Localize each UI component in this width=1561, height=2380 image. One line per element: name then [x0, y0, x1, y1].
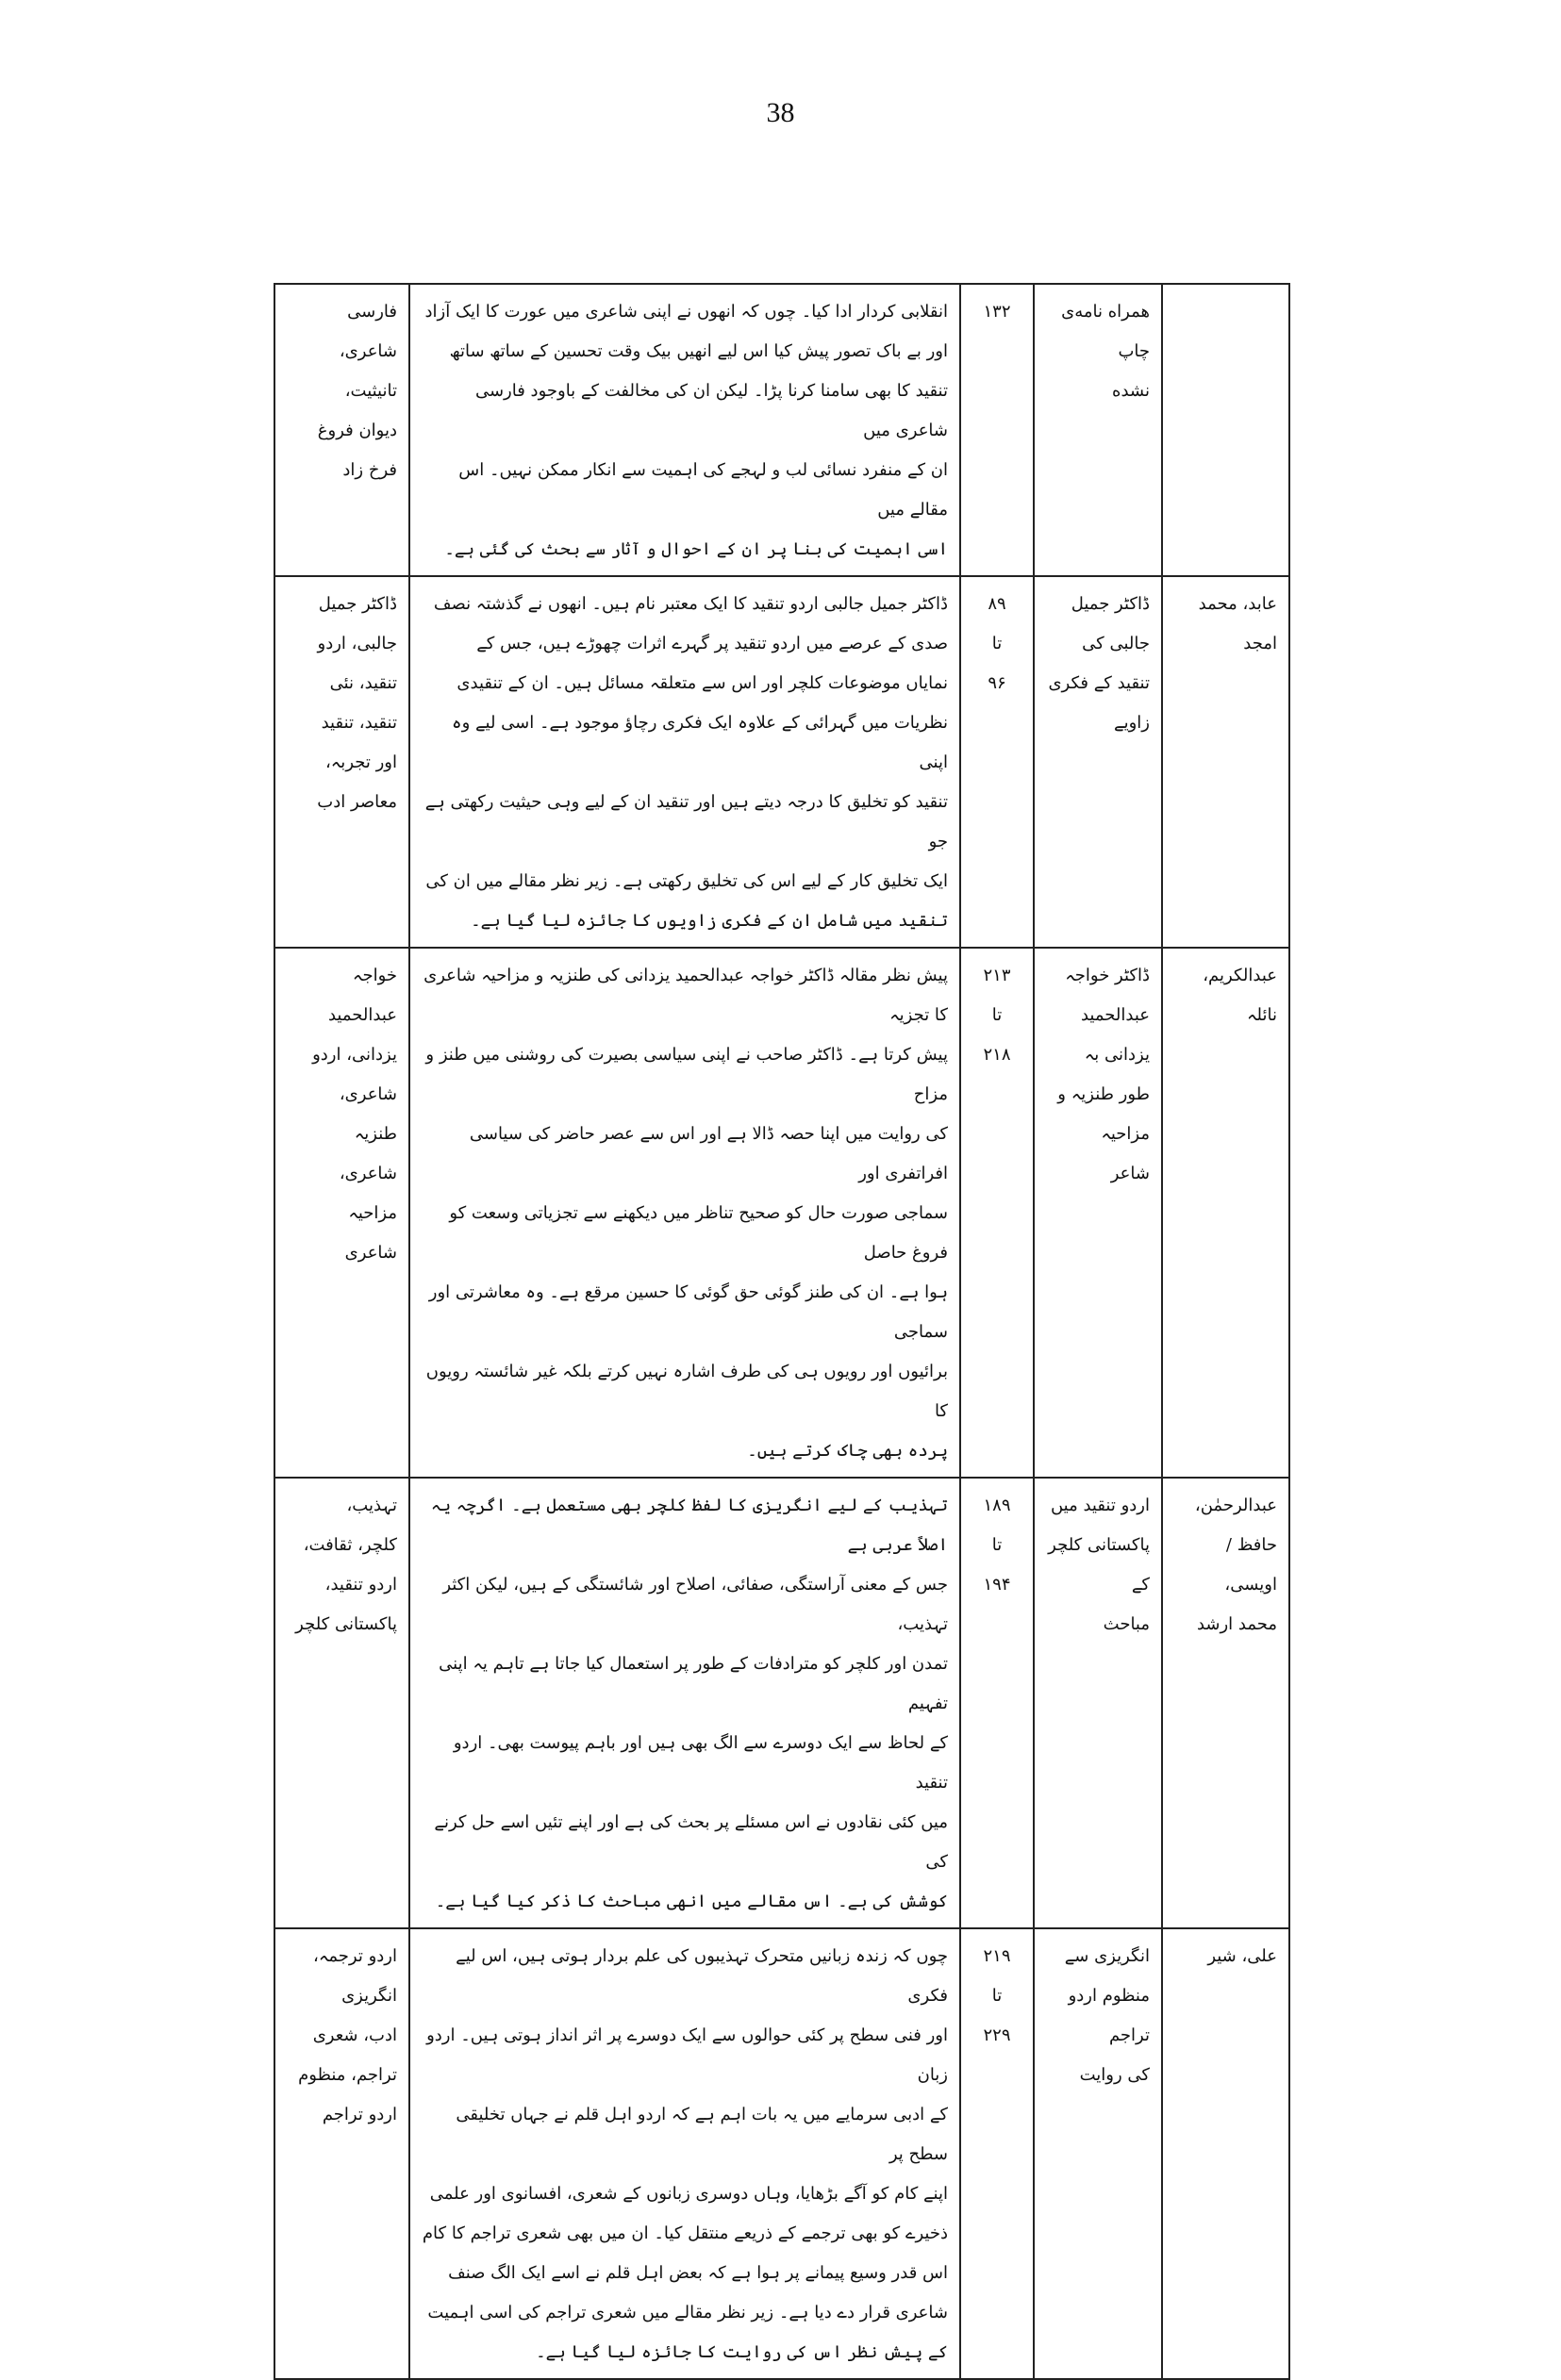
pages-cell: ۸۹ تا ۹۶ — [960, 576, 1034, 948]
pages-cell: ۱۳۲ — [960, 284, 1034, 576]
table-row — [274, 576, 1289, 948]
title-cell: ڈاکٹر خواجہ عبدالحمید یزدانی بہ طور طنزیہ و مزاحیہ شاعر — [1034, 948, 1162, 1478]
table-row — [274, 284, 1289, 576]
keywords-cell: ڈاکٹر جمیل جالبی، اردو تنقید، نئی تنقید، تنقید اور تجربہ، معاصر ادب — [274, 576, 409, 948]
page-number: 38 — [766, 97, 795, 128]
author-cell: عابد، محمد امجد — [1162, 576, 1289, 948]
keywords-cell: اردو ترجمہ، انگریزی ادب، شعری تراجم، منظوم اردو تراجم — [274, 1928, 409, 2379]
abstract-cell: پیش نظر مقالہ ڈاکٹر خواجہ عبدالحمید یزدانی کی طنزیہ و مزاحیہ شاعری کا تجزیہ پیش کرتا ہے۔ ڈاکٹر صاحب نے اپنی سیاسی بصیرت کی روشنی میں طنز و مزاح کی روایت میں اپنا حصہ ڈالا ہے اور اس سے عصر حاضر کی سیاسی افراتفری اور سماجی صورت حال کو صحیح تناظر میں دیکھنے سے تجزیاتی وسعت کو فروغ حاصل ہوا ہے۔ ان کی طنز گوئی حق گوئی کا حسین مرقع ہے۔ وہ معاشرتی اور سماجی برائیوں اور رویوں ہی کی طرف اشارہ نہیں کرتے بلکہ غیر شائستہ رویوں کا پردہ بھی چاک کرتے ہیں۔ — [409, 948, 960, 1478]
pages-cell: ۱۸۹ تا ۱۹۴ — [960, 1478, 1034, 1928]
title-cell: ڈاکٹر جمیل جالبی کی تنقید کے فکری زاویے — [1034, 576, 1162, 948]
table-row — [274, 1928, 1289, 2379]
pages-cell: ۲۱۹ تا ۲۲۹ — [960, 1928, 1034, 2379]
keywords-cell: خواجہ عبدالحمید یزدانی، اردو شاعری، طنزیہ شاعری، مزاحیہ شاعری — [274, 948, 409, 1478]
author-cell: عبدالرحمٰن، حافظ / اویسی، محمد ارشد — [1162, 1478, 1289, 1928]
title-cell: همراه نامه‌ی چاپ نشده — [1034, 284, 1162, 576]
table-row — [274, 1478, 1289, 1928]
article-index-table — [274, 283, 1290, 2380]
abstract-cell: انقلابی کردار ادا کیا۔ چوں کہ انھوں نے اپنی شاعری میں عورت کا ایک آزاد اور بے باک تصور پیش کیا اس لیے انھیں بیک وقت تحسین کے ساتھ ساتھ تنقید کا بھی سامنا کرنا پڑا۔ لیکن ان کی مخالفت کے باوجود فارسی شاعری میں ان کے منفرد نسائی لب و لہجے کی اہمیت سے انکار ممکن نہیں۔ اس مقالے میں اسی اہمیت کی بنا پر ان کے احوال و آثار سے بحث کی گئی ہے۔ — [409, 284, 960, 576]
title-cell: اردو تنقید میں پاکستانی کلچر کے مباحث — [1034, 1478, 1162, 1928]
table-row — [274, 948, 1289, 1478]
abstract-cell: چوں کہ زندہ زبانیں متحرک تہذیبوں کی علم بردار ہوتی ہیں، اس لیے فکری اور فنی سطح پر کئی حوالوں سے ایک دوسرے پر اثر انداز ہوتی ہیں۔ اردو زبان کے ادبی سرمایے میں یہ بات اہم ہے کہ اردو اہل قلم نے جہاں تخلیقی سطح پر اپنے کام کو آگے بڑھایا، وہاں دوسری زبانوں کے شعری، افسانوی اور علمی ذخیرے کو بھی ترجمے کے ذریعے منتقل کیا۔ ان میں بھی شعری تراجم کا کام اس قدر وسیع پیمانے پر ہوا ہے کہ بعض اہل قلم نے اسے ایک الگ صنف شاعری قرار دے دیا ہے۔ زیر نظر مقالے میں شعری تراجم کی اسی اہمیت کے پیش نظر اس کی روایت کا جائزہ لیا گیا ہے۔ — [409, 1928, 960, 2379]
author-cell: علی، شیر — [1162, 1928, 1289, 2379]
title-cell: انگریزی سے منظوم اردو تراجم کی روایت — [1034, 1928, 1162, 2379]
pages-cell: ۲۱۳ تا ۲۱۸ — [960, 948, 1034, 1478]
author-cell: عبدالکریم، نائلہ — [1162, 948, 1289, 1478]
author-cell — [1162, 284, 1289, 576]
keywords-cell: فارسی شاعری، تانیثیت، دیوان فروغ فرخ زاد — [274, 284, 409, 576]
abstract-cell: ڈاکٹر جمیل جالبی اردو تنقید کا ایک معتبر نام ہیں۔ انھوں نے گذشتہ نصف صدی کے عرصے میں اردو تنقید پر گہرے اثرات چھوڑے ہیں، جس کے نمایاں موضوعات کلچر اور اس سے متعلقہ مسائل ہیں۔ ان کے تنقیدی نظریات میں گہرائی کے علاوہ ایک فکری رچاؤ موجود ہے۔ اسی لیے وہ اپنی تنقید کو تخلیق کا درجہ دیتے ہیں اور تنقید ان کے لیے وہی حیثیت رکھتی ہے جو ایک تخلیق کار کے لیے اس کی تخلیق رکھتی ہے۔ زیر نظر مقالے میں ان کی تنقید میں شامل ان کے فکری زاویوں کا جائزہ لیا گیا ہے۔ — [409, 576, 960, 948]
keywords-cell: تہذیب، کلچر، ثقافت، اردو تنقید، پاکستانی کلچر — [274, 1478, 409, 1928]
abstract-cell: تہذیب کے لیے انگریزی کا لفظ کلچر بھی مستعمل ہے۔ اگرچہ یہ اصلاً عربی ہے جس کے معنی آراستگی، صفائی، اصلاح اور شائستگی کے ہیں، لیکن اکثر تہذیب، تمدن اور کلچر کو مترادفات کے طور پر استعمال کیا جاتا ہے تاہم یہ اپنی تفہیم کے لحاظ سے ایک دوسرے سے الگ بھی ہیں اور باہم پیوست بھی۔ اردو تنقید میں کئی نقادوں نے اس مسئلے پر بحث کی ہے اور اپنے تئیں اسے حل کرنے کی کوشش کی ہے۔ اس مقالے میں انھی مباحث کا ذکر کیا گیا ہے۔ — [409, 1478, 960, 1928]
